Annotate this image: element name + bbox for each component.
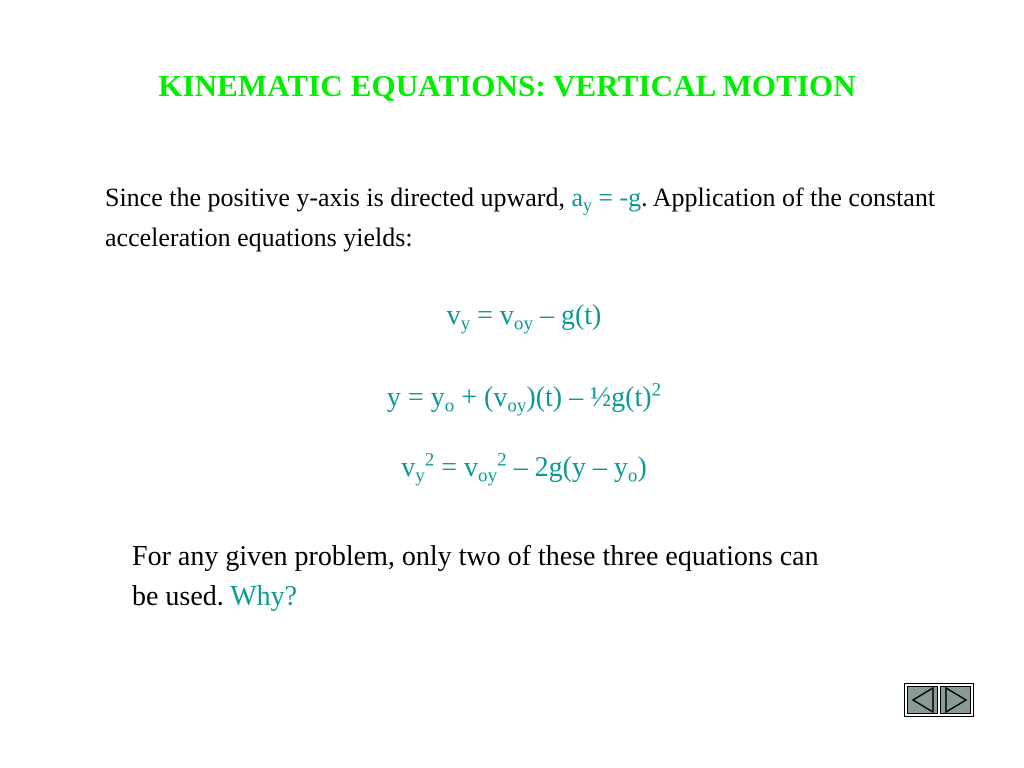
triangle-right-icon [944,687,968,713]
note-text: For any given problem, only two of these three equations can be used. [132,541,819,612]
velocity-position-equation: $v_y^2 = v_{oy}^2 - 2g(y - y_o)$ [401,449,647,487]
velocity-time-equation: $v_y = v_{oy} - g(t)$ [446,300,602,335]
intro-paragraph [105,178,985,258]
acceleration-expression [571,183,642,215]
intro-text-before: Since the positive y-axis is directed upward, [105,183,572,212]
intro-text-after: . Application of the constant acceleration equations yields: [105,183,936,252]
accel-subscript: y [583,194,592,215]
next-slide-button[interactable] [940,686,971,714]
accel-symbol: a [571,183,583,212]
position-time-equation: $y = y_o + (v_{oy})(t)$ – $\frac{1}{2}g(t)^2$ [386,379,662,417]
previous-slide-button[interactable] [907,686,938,714]
accel-value: = -g [591,183,642,212]
slide-title: KINEMATIC EQUATIONS: VERTICAL MOTION [158,68,856,103]
slide-navigation [904,683,974,717]
question-note [132,537,832,617]
why-question: Why? [230,581,298,612]
triangle-left-icon [911,687,935,713]
